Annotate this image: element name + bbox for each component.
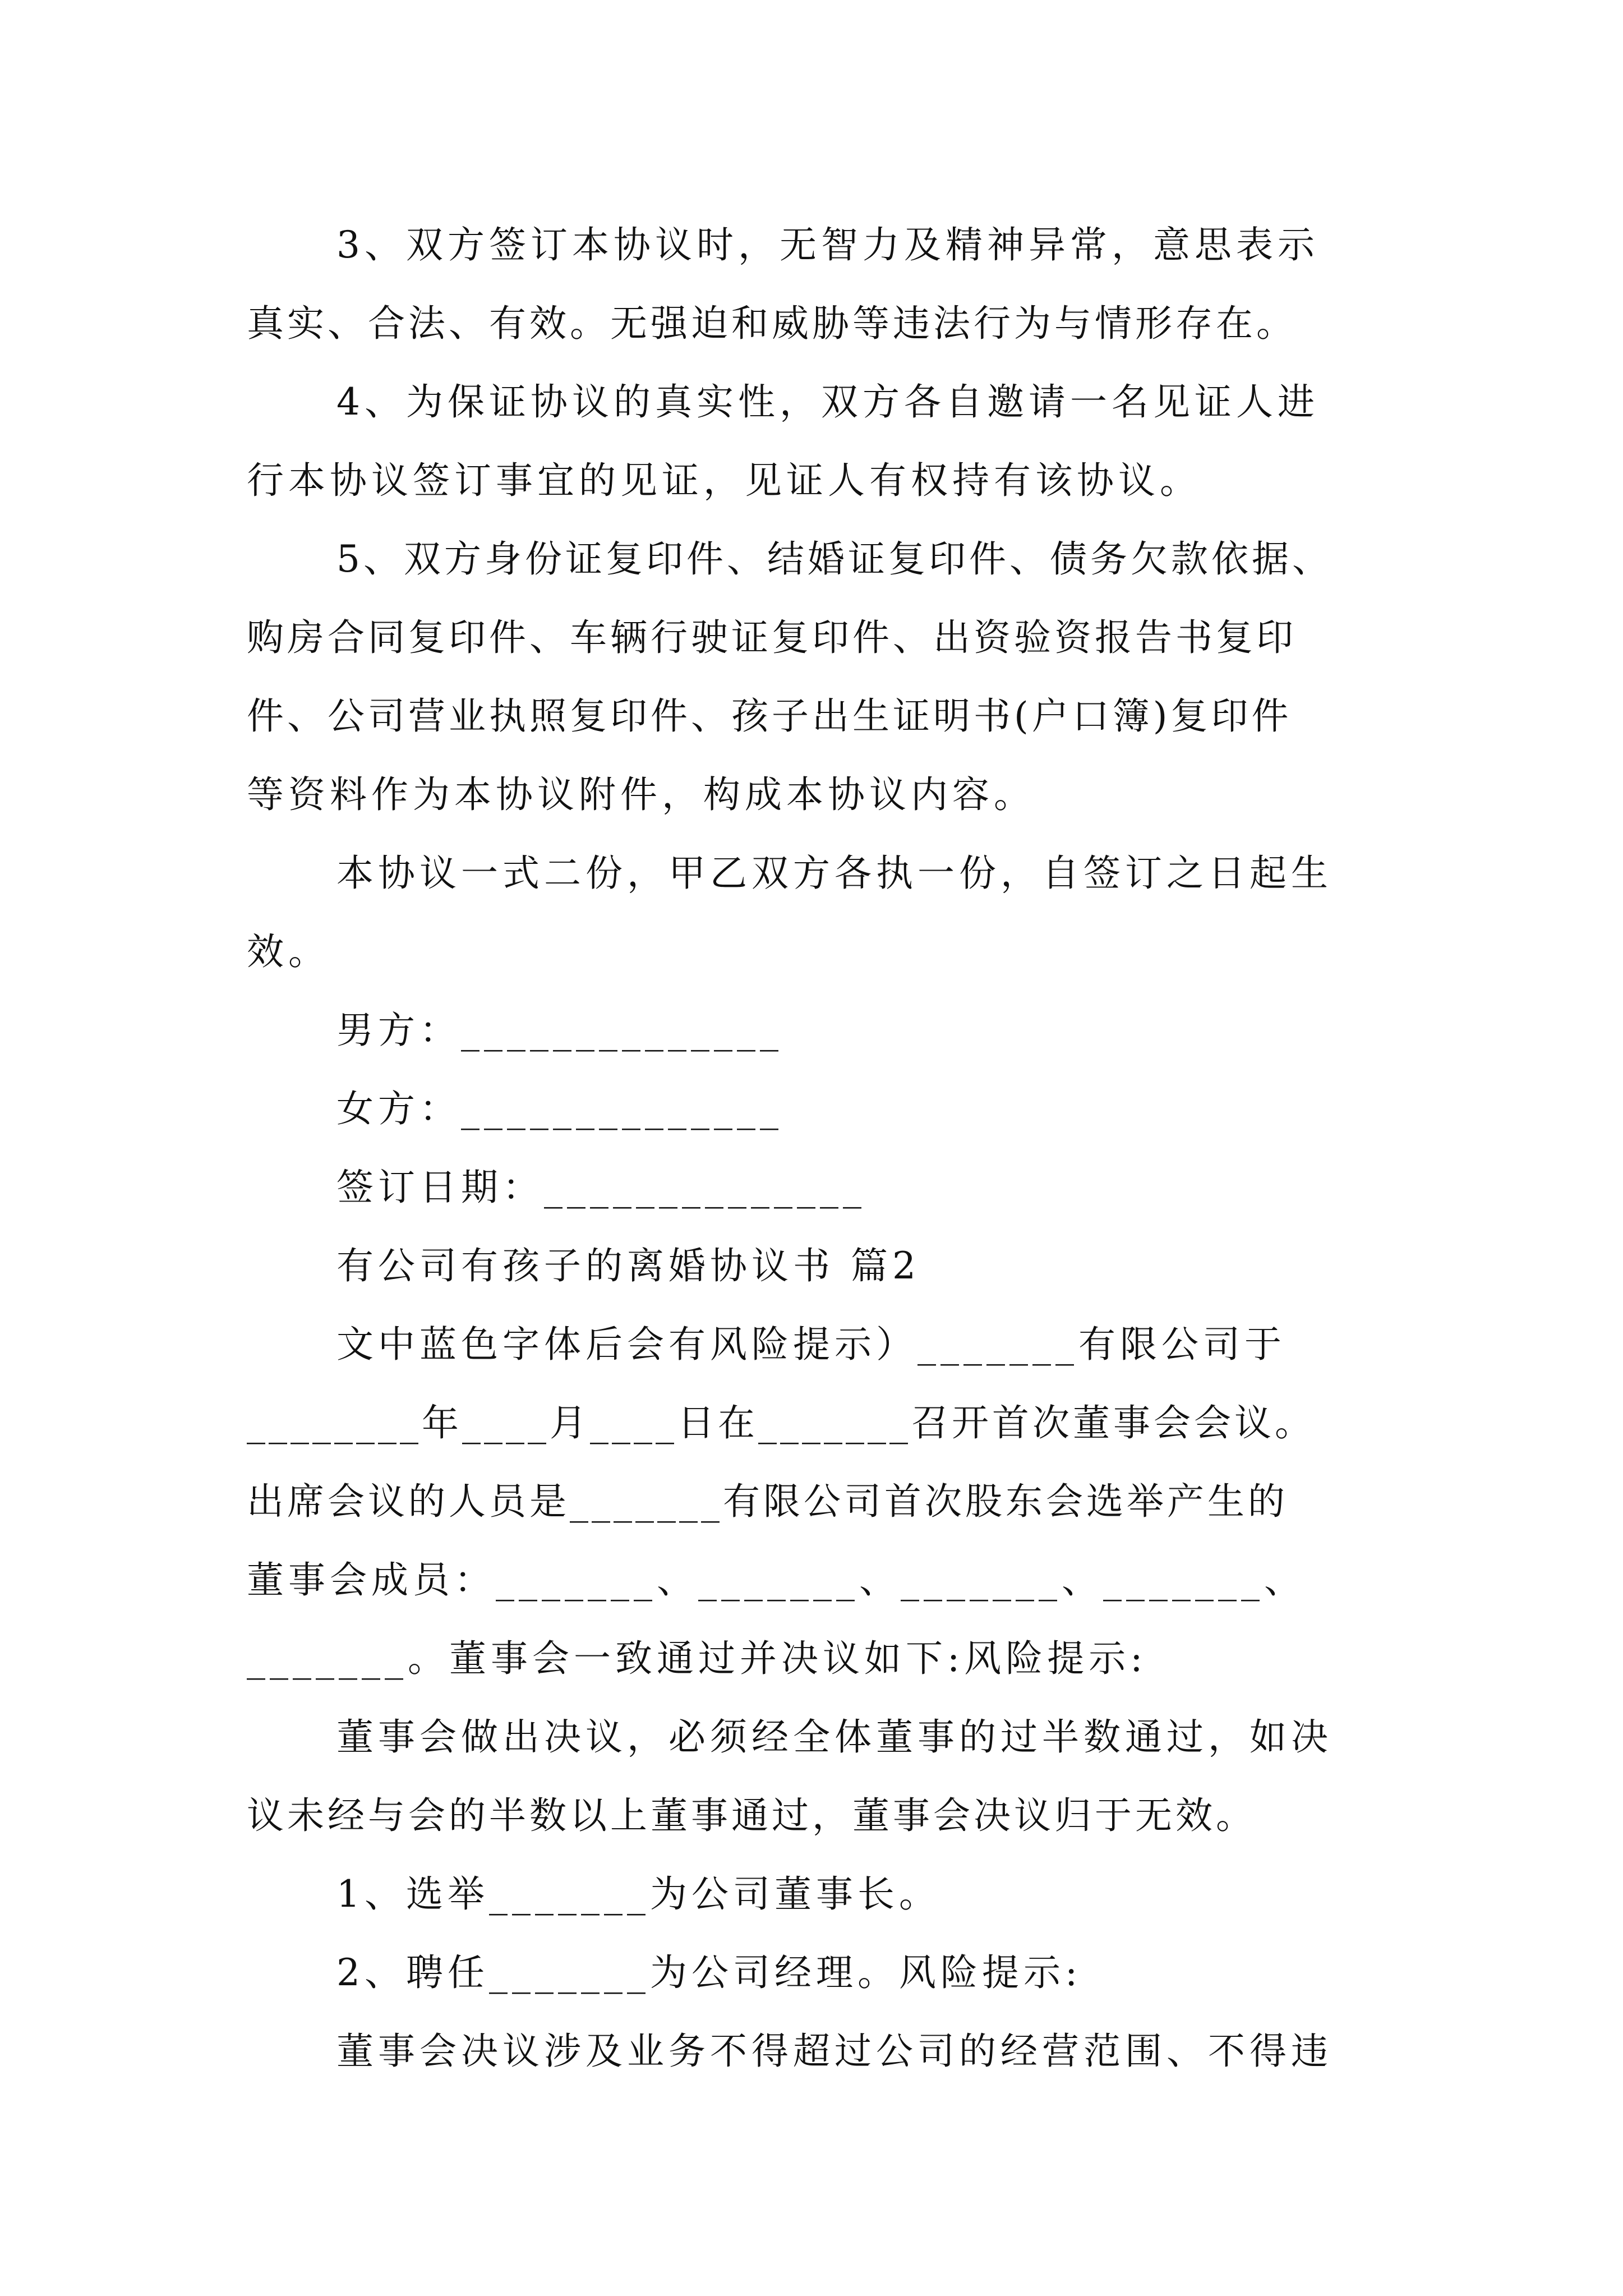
text-line: 董事会成员：_______、_______、_______、_______、 [247,1558,1306,1602]
text-line: 本协议一式二份，甲乙双方各执一份，自签订之日起生 [336,852,1332,895]
text-line: 真实、合法、有效。无强迫和威胁等违法行为与情形存在。 [247,302,1297,345]
text-line: 2、聘任_______为公司经理。风险提示: [336,1951,1082,1994]
signature-female-line: 女方：______________ [336,1087,783,1130]
text-line: 1、选举_______为公司董事长。 [336,1872,940,1916]
text-line: ________年____月____日在_______召开首次董事会会议。 [247,1401,1315,1444]
sign-date-line: 签订日期：______________ [336,1166,866,1209]
text-line: _______。董事会一致通过并决议如下:风险提示: [247,1637,1147,1680]
text-line: 出席会议的人员是_______有限公司首次股东会选举产生的 [247,1480,1288,1523]
text-line: 件、公司营业执照复印件、孩子出生证明书(户口簿)复印件 [247,694,1292,738]
text-line: 5、双方身份证复印件、结婚证复印件、债务欠款依据、 [336,537,1332,581]
text-line: 等资料作为本协议附件，构成本协议内容。 [247,773,1035,816]
section-title: 有公司有孩子的离婚协议书 篇2 [336,1244,920,1287]
text-line: 3、双方签订本协议时，无智力及精神异常，意思表示 [336,223,1319,266]
text-line: 董事会决议涉及业务不得超过公司的经营范围、不得违 [336,2030,1332,2073]
signature-male-line: 男方：______________ [336,1009,783,1052]
text-line: 4、为保证协议的真实性，双方各自邀请一名见证人进 [336,380,1319,424]
text-line: 购房合同复印件、车辆行驶证复印件、出资验资报告书复印 [247,616,1297,659]
text-line: 议未经与会的半数以上董事通过，董事会决议归于无效。 [247,1794,1256,1837]
text-line: 行本协议签订事宜的见证，见证人有权持有该协议。 [247,459,1201,502]
text-line: 董事会做出决议，必须经全体董事的过半数通过，如决 [336,1715,1332,1759]
text-line: 文中蓝色字体后会有风险提示）_______有限公司于 [336,1323,1286,1366]
text-line: 效。 [247,930,330,973]
